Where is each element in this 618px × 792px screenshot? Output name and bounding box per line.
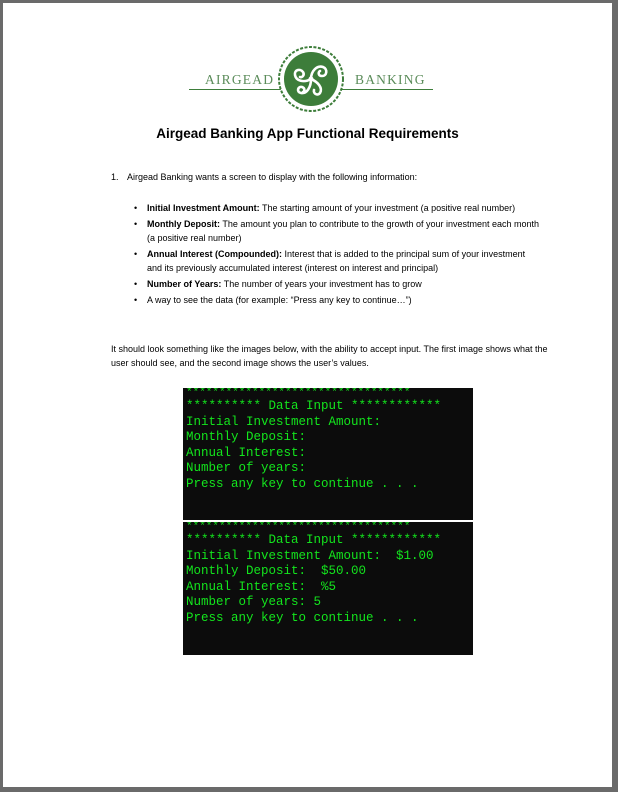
console-line: Initial Investment Amount: $1.00 [186,548,434,563]
triskelion-emblem-icon [278,45,344,113]
description-paragraph: It should look something like the images below, with the ability to accept input. The first image shows what the user should see, and the second image shows the user’s values. [111,344,548,368]
console-line: Monthly Deposit: $50.00 [186,564,367,579]
bullet-dot-icon: • [134,219,138,229]
console-screenshot-values [183,522,473,655]
bullet-dot-icon: • [134,295,138,305]
bullet-text: A way to see the data (for example: “Press any key to continue…”) [147,295,412,305]
console-stars-line: ********************************** [186,388,411,399]
requirements-bullet-list [132,201,542,309]
console-line: Annual Interest: %5 [186,579,337,594]
bullet-term: Number of Years: [147,279,222,289]
bullet-term: Monthly Deposit: [147,219,220,229]
airgead-banking-logo [189,43,433,115]
requirement-text: Airgead Banking wants a screen to display with the following information: [127,172,418,182]
bullet-text: The amount you plan to contribute to the growth of your investment each month (a positive real number) [147,219,540,243]
console-stars-line: ********************************** [186,522,411,533]
logo-word-right: BANKING [355,72,426,87]
console-line: Annual Interest: [186,445,307,460]
bullet-text: Interest that is added to the principal sum of your investment and its previously accumulated interest (interest on interest and principal) [147,249,526,273]
console-line: Press any key to continue . . . [186,610,419,625]
console-line: Monthly Deposit: [186,430,307,445]
document-page [3,3,612,787]
logo-rule-right [341,89,433,90]
bullet-text: The number of years your investment has to grow [221,279,422,289]
logo-word-left: AIRGEAD [205,72,275,87]
requirement-number: 1. [111,172,119,182]
logo-rule-left [189,89,281,90]
bullet-dot-icon: • [134,249,138,259]
console-line: Number of years: 5 [186,595,322,610]
bullet-dot-icon: • [134,279,138,289]
bullet-item [132,201,542,215]
bullet-text: The starting amount of your investment (a positive real number) [259,203,516,213]
bullet-term: Initial Investment Amount: [147,203,260,213]
bullet-item [132,293,542,307]
console-header-line: ********** Data Input ************ [186,533,442,547]
bullet-item [132,217,542,245]
bullet-item [132,247,542,275]
bullet-term: Annual Interest (Compounded): [147,249,282,259]
console-line: Number of years: [186,461,307,476]
bullet-item [132,277,542,291]
page-title: Airgead Banking App Functional Requirements [156,126,459,141]
console-line: Initial Investment Amount: [186,414,382,429]
bullet-dot-icon: • [134,203,138,213]
console-line: Press any key to continue . . . [186,476,419,491]
console-screenshot-empty [183,388,473,520]
console-header-line: ********** Data Input ************ [186,399,442,413]
